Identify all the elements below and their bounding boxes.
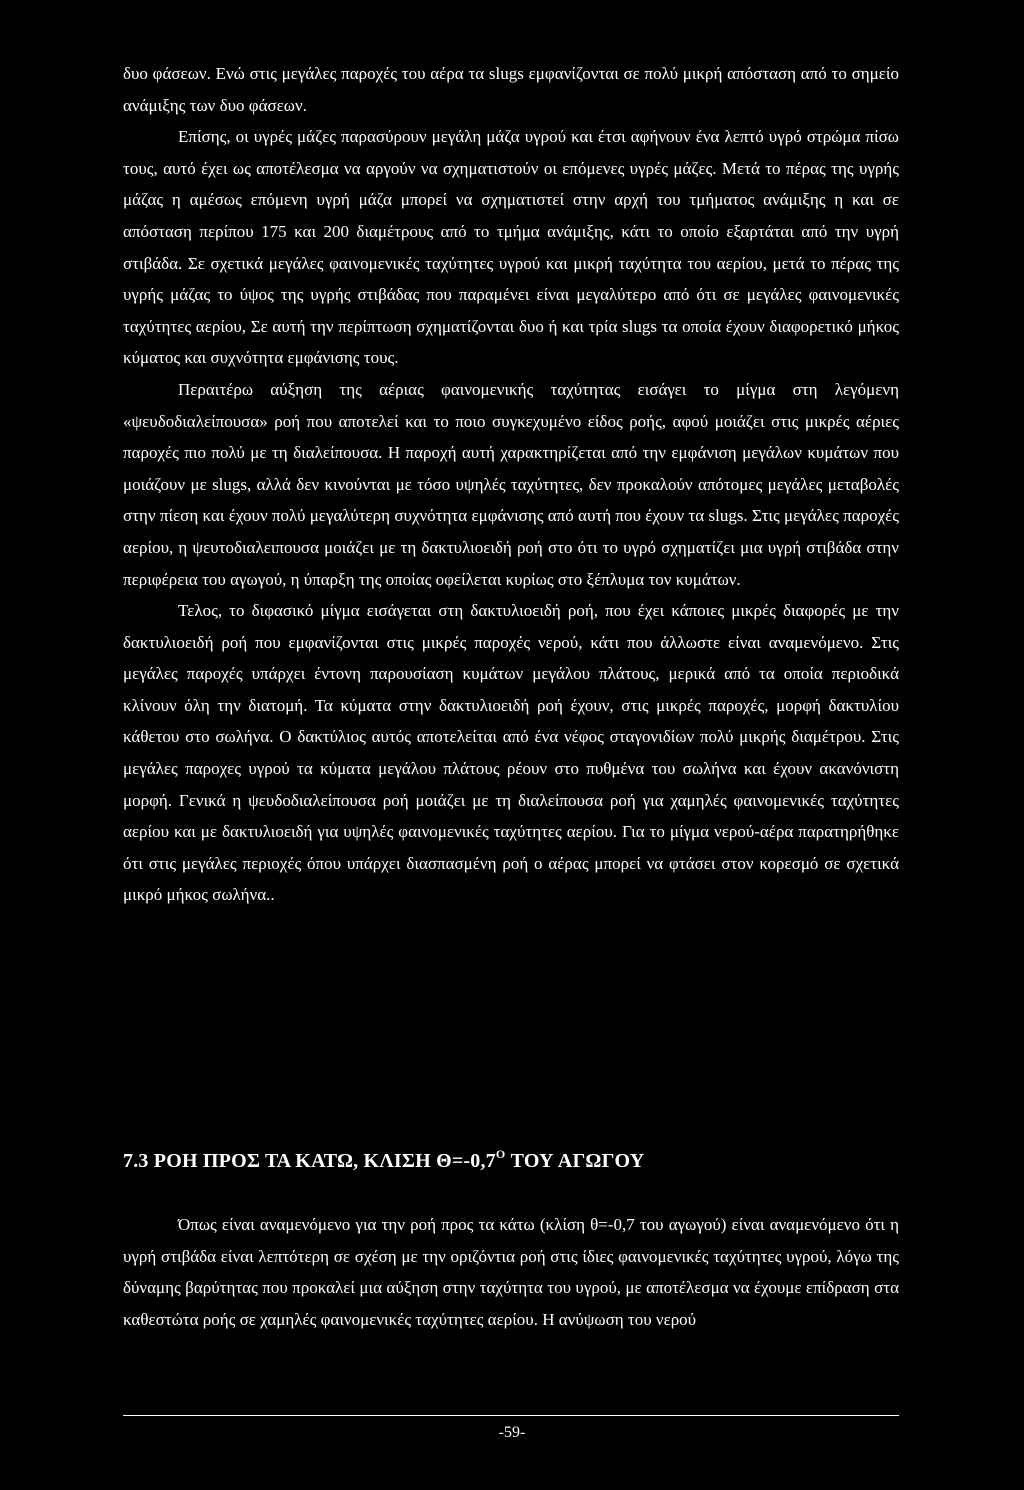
- paragraph-1: δυο φάσεων. Ενώ στις μεγάλες παροχές του αέρα τα slugs εμφανίζονται σε πολύ μικρή απόσταση από το σημείο ανάμιξης των δυο φάσεων.: [123, 64, 899, 115]
- document-body: [123, 58, 899, 911]
- section-heading-suffix: ΤΟΥ ΑΓΩΓΟΥ: [505, 1150, 645, 1172]
- page-number: -59-: [498, 1424, 526, 1441]
- section-heading-text: 7.3 ΡΟΗ ΠΡΟΣ ΤΑ ΚΑΤΩ, ΚΛΙΣΗ Θ=-0,7: [123, 1150, 496, 1172]
- footer-rule: [123, 1415, 899, 1416]
- paragraph-2: Επίσης, οι υγρές μάζες παρασύρουν μεγάλη μάζα υγρού και έτσι αφήνουν ένα λεπτό υγρό στρώμα πίσω τους, αυτό έχει ως αποτέλεσμα να αργούν να σχηματιστούν οι επόμενες υγρές μάζες. Μετά το πέρας της υγρής μάζας η αμέσως επόμενη υγρή μάζα μπορεί να σχηματιστεί στην αρχή του τμήματος ανάμιξης η και σε απόσταση περίπου 175 και 200 διαμέτρους από το τμήμα ανάμιξης, κάτι το οποίο εξαρτάται από την υγρή στιβάδα. Σε σχετικά μεγάλες φαινομενικές ταχύτητες υγρού και μικρή ταχύτητα του αερίου, μετά το πέρας της υγρής μάζας το ύψος της υγρής στιβάδας που παραμένει είναι μεγαλύτερο από ότι σε μεγάλες φαινομενικές ταχύτητες αερίου, Σε αυτή την περίπτωση σχηματίζονται δυο ή και τρία slugs τα οποία έχουν διαφορετικό μήκος κύματος και συχνότητα εμφάνισης τους.: [123, 127, 899, 368]
- paragraph-4: Τελος, το διφασικό μίγμα εισάγεται στη δακτυλιοειδή ροή, που έχει κάποιες μικρές διαφορές με την δακτυλιοειδή ροή που εμφανίζονται στις μικρές παροχές νερού, κάτι που άλλωστε είναι αναμενόμενο. Στις μεγάλες παροχές υπάρχει έντονη παρουσίαση κυμάτων μεγάλου πλάτους, μερικά από τα οποία περιοδικά κλίνουν όλη την διατομή. Τα κύματα στην δακτυλιοειδή ροή έχουν, στις μικρές παροχές, μορφή δακτυλίου κάθετου στο σωλήνα. Ο δακτύλιος αυτός αποτελείται από ένα νέφος σταγονιδίων πολύ μικρής διαμέτρου. Στις μεγάλες παροχες υγρού τα κύματα μεγάλου πλάτους ρέουν στο πυθμένα του σωλήνα και έχουν ακανόνιστη μορφή. Γενικά η ψευδοδιαλείπουσα ροή μοιάζει με τη διαλείπουσα ροή για χαμηλές φαινομενικές ταχύτητες αερίου και με δακτυλιοειδή για υψηλές φαινομενικές ταχύτητες αερίου. Για το μίγμα νερού-αέρα παρατηρήθηκε ότι στις μεγάλες περιοχές όπου υπάρχει διασπασμένη ροή ο αέρας μπορεί να φτάσει στον κορεσμό σε σχετικά μικρό μήκος σωλήνα..: [123, 601, 899, 905]
- section-heading: [123, 1147, 644, 1173]
- degree-superscript: O: [495, 1147, 506, 1161]
- section-body: [123, 1209, 899, 1335]
- paragraph-3: Περαιτέρω αύξηση της αέριας φαινομενικής ταχύτητας εισάγει το μίγμα στη λεγόμενη «ψευδοδιαλείπουσα» ροή που αποτελεί και το ποιο συγκεχυμένο είδος ροής, αφού μοιάζει στις μικρές αέριες παροχές πιο πολύ με τη διαλείπουσα. Η παροχή αυτή χαρακτηρίζεται από την εμφάνιση μεγάλων κυμάτων που μοιάζουν με slugs, αλλά δεν κινούνται με τόσο υψηλές ταχύτητες, δεν προκαλούν απότομες μεγάλες μεταβολές στην πίεση και έχουν πολύ μεγαλύτερη συχνότητα εμφάνισης από αυτή που έχουν τα slugs. Στις μεγάλες παροχές αερίου, η ψευτοδιαλειπουσα μοιάζει με τη δακτυλιοειδή ροή στο ότι το υγρό σχηματίζει μια υγρή στιβάδα στην περιφέρεια του αγωγού, η ύπαρξη της οποίας οφείλεται κυρίως στο ξέπλυμα τον κυμάτων.: [123, 379, 899, 589]
- section-paragraph: Όπως είναι αναμενόμενο για την ροή προς τα κάτω (κλίση θ=-0,7 του αγωγού) είναι αναμενόμενο ότι η υγρή στιβάδα είναι λεπτότερη σε σχέση με την οριζόντια ροή στις ίδιες φαινομενικές ταχύτητες υγρού, λόγω της δύναμης βαρύτητας που προκαλεί μια αύξηση στην ταχύτητα του υγρού, με αποτέλεσμα να έχουμε επίδραση στα καθεστώτα ροής σε χαμηλές φαινομενικές ταχύτητες αερίου. Η ανύψωση του νερού: [123, 1215, 899, 1329]
